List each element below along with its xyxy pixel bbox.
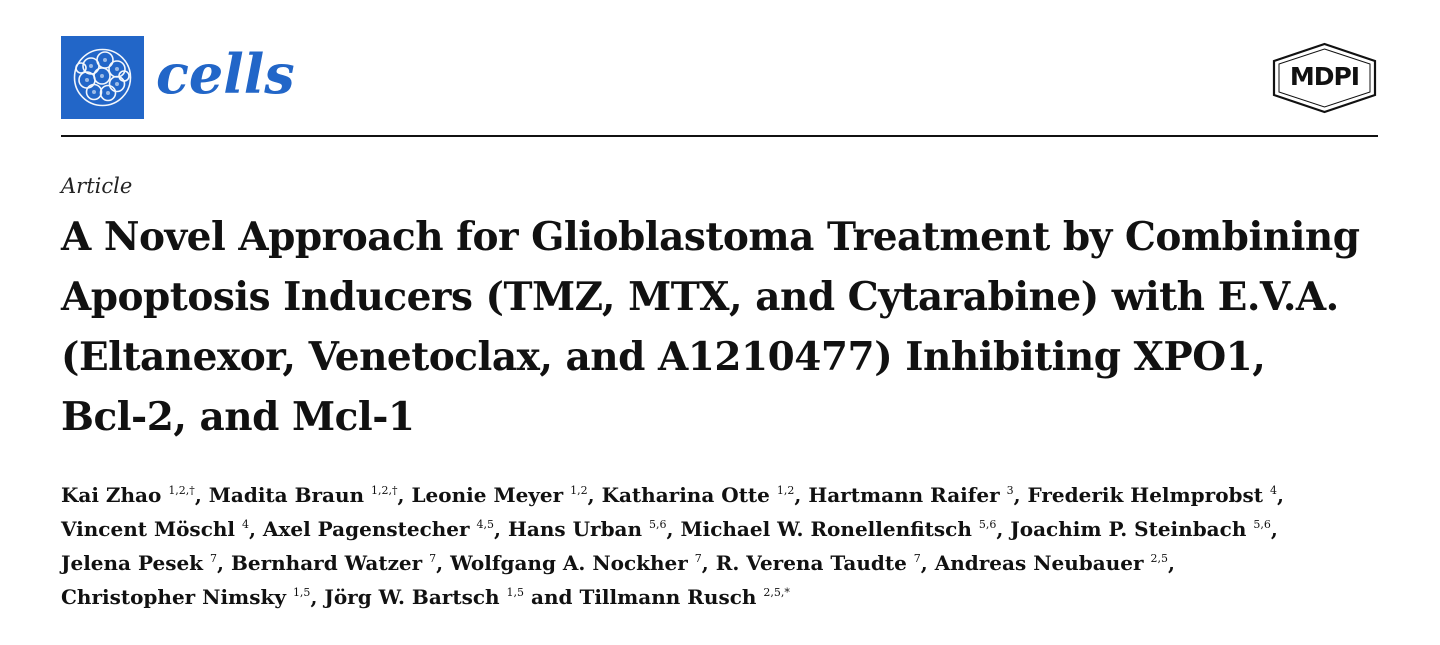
- author-name[interactable]: [231, 551, 436, 575]
- author-name[interactable]: [579, 585, 789, 609]
- author-separator: ,: [310, 585, 325, 609]
- author-name[interactable]: [324, 585, 524, 609]
- author-separator: ,: [494, 517, 508, 541]
- author-name-text: Axel Pagenstecher: [262, 517, 470, 541]
- author-name[interactable]: [263, 517, 494, 541]
- author-name-text: Wolfgang A. Nockher: [450, 551, 688, 575]
- affiliation-marker: 1,5: [506, 586, 525, 599]
- author-name-text: Kai Zhao: [61, 483, 162, 507]
- author-separator: ,: [1167, 551, 1175, 575]
- affiliation-marker: 1,2,†: [168, 484, 195, 497]
- author-separator: ,: [436, 551, 451, 575]
- author-name-text: Michael W. Ronellenfitsch: [680, 517, 972, 541]
- author-name-text: Jörg W. Bartsch: [324, 585, 500, 609]
- author-separator: ,: [794, 483, 809, 507]
- author-name[interactable]: [680, 517, 996, 541]
- title-line: A Novel Approach for Glioblastoma Treatment by Combining: [61, 214, 1360, 260]
- affiliation-marker: 4: [241, 518, 249, 531]
- author-name[interactable]: [1010, 517, 1271, 541]
- author-name[interactable]: [61, 551, 217, 575]
- affiliation-marker: 7: [694, 552, 702, 565]
- author-separator: ,: [1270, 517, 1278, 541]
- author-separator: ,: [996, 517, 1011, 541]
- author-list: [61, 478, 1391, 614]
- author-name-text: Leonie Meyer: [411, 483, 564, 507]
- journal-name: cells: [156, 42, 295, 106]
- title-line: Apoptosis Inducers (TMZ, MTX, and Cytarabine) with E.V.A.: [61, 274, 1339, 320]
- affiliation-marker: 1,2,†: [371, 484, 398, 497]
- cell-sphere-icon: [61, 36, 144, 119]
- author-separator: ,: [701, 551, 716, 575]
- author-name[interactable]: [508, 517, 667, 541]
- author-name[interactable]: [61, 483, 195, 507]
- author-separator: ,: [397, 483, 412, 507]
- affiliation-marker: 5,6: [649, 518, 667, 531]
- author-separator: ,: [920, 551, 935, 575]
- author-name-text: Vincent Möschl: [61, 517, 236, 541]
- header-divider: [61, 135, 1378, 137]
- title-line: Bcl-2, and Mcl-1: [61, 394, 415, 440]
- author-name[interactable]: [602, 483, 795, 507]
- author-separator: ,: [666, 517, 681, 541]
- affiliation-marker: 3: [1006, 484, 1014, 497]
- author-name[interactable]: [61, 585, 310, 609]
- author-name-text: Tillmann Rusch: [579, 585, 757, 609]
- affiliation-marker: 2,5,*: [763, 586, 790, 599]
- affiliation-marker: 7: [913, 552, 921, 565]
- author-name-text: Jelena Pesek: [61, 551, 204, 575]
- author-name-text: Bernhard Watzer: [230, 551, 423, 575]
- author-line: [61, 478, 1391, 512]
- author-name[interactable]: [1028, 483, 1277, 507]
- author-name[interactable]: [935, 551, 1168, 575]
- author-separator: ,: [217, 551, 231, 575]
- affiliation-marker: 7: [210, 552, 218, 565]
- affiliation-marker: 4,5: [476, 518, 495, 531]
- affiliation-marker: 1,2: [570, 484, 588, 497]
- title-line: (Eltanexor, Venetoclax, and A1210477) Inhibiting XPO1,: [61, 334, 1266, 380]
- author-separator: ,: [587, 483, 602, 507]
- author-name[interactable]: [716, 551, 921, 575]
- mdpi-hexagon-icon: [1271, 42, 1378, 114]
- affiliation-marker: 1,5: [292, 586, 311, 599]
- author-line: [61, 546, 1391, 580]
- author-name[interactable]: [411, 483, 587, 507]
- journal-header: [61, 36, 1378, 136]
- author-name-text: Hans Urban: [507, 517, 643, 541]
- affiliation-marker: 5,6: [1253, 518, 1271, 531]
- affiliation-marker: 2,5: [1150, 552, 1168, 565]
- author-name-text: Madita Braun: [208, 483, 365, 507]
- author-separator: ,: [1277, 483, 1284, 507]
- author-name-text: Christopher Nimsky: [61, 585, 286, 609]
- author-separator: ,: [194, 483, 209, 507]
- author-name-text: Hartmann Raifer: [808, 483, 1000, 507]
- author-name-text: Katharina Otte: [601, 483, 770, 507]
- author-name-text: Andreas Neubauer: [934, 551, 1144, 575]
- author-line: [61, 512, 1391, 546]
- affiliation-marker: 7: [429, 552, 437, 565]
- author-name[interactable]: [808, 483, 1013, 507]
- author-name[interactable]: [61, 517, 249, 541]
- article-title: [61, 207, 1391, 447]
- author-name[interactable]: [209, 483, 398, 507]
- author-separator: ,: [248, 517, 263, 541]
- author-name-text: Frederik Helmprobst: [1027, 483, 1264, 507]
- article-type: Article: [61, 174, 133, 198]
- author-separator: and: [524, 585, 580, 609]
- author-name-text: R. Verena Taudte: [715, 551, 907, 575]
- affiliation-marker: 4: [1270, 484, 1277, 497]
- author-name[interactable]: [450, 551, 702, 575]
- author-line: [61, 580, 1391, 614]
- author-separator: ,: [1013, 483, 1028, 507]
- affiliation-marker: 1,2: [776, 484, 795, 497]
- author-name-text: Joachim P. Steinbach: [1010, 517, 1247, 541]
- affiliation-marker: 5,6: [978, 518, 997, 531]
- publisher-name: MDPI: [1289, 62, 1360, 91]
